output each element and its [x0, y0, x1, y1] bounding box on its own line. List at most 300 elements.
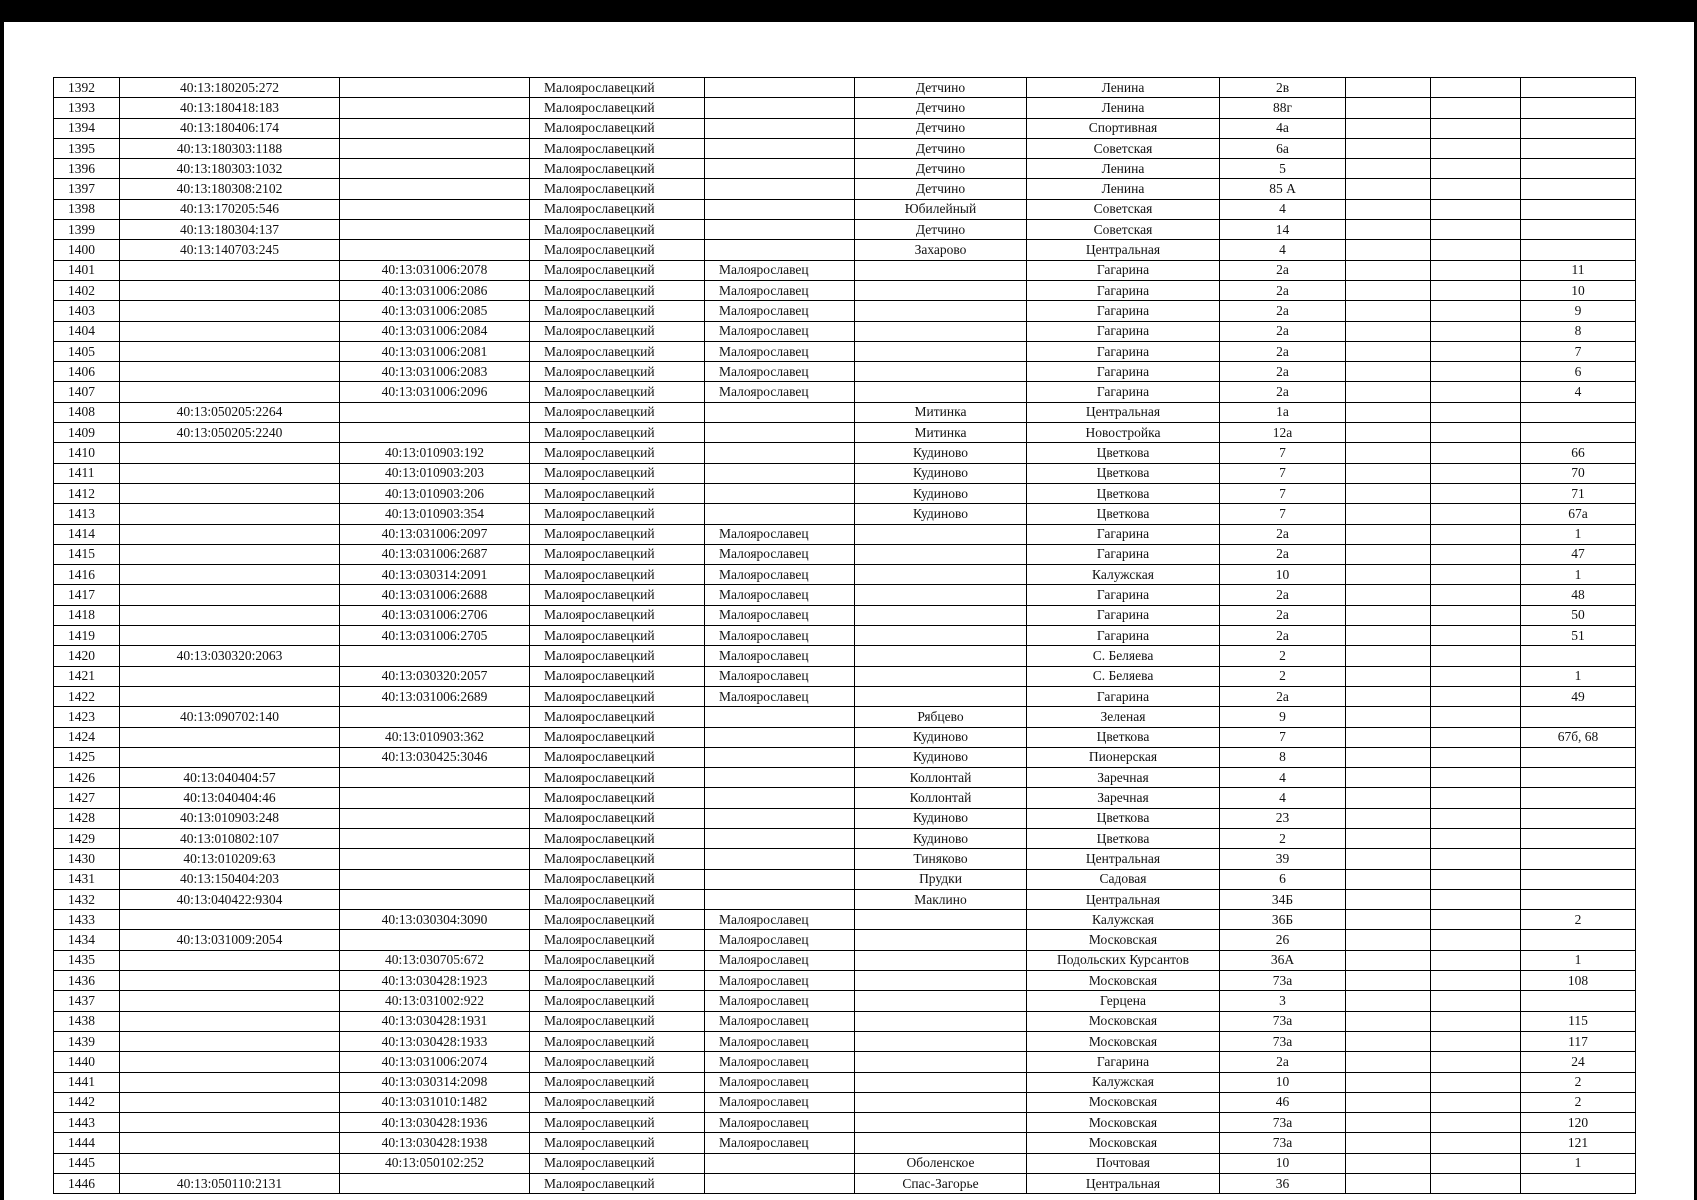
row-number-cell: 1397: [54, 179, 120, 199]
table-row: [54, 362, 1636, 382]
table-row: [54, 98, 1636, 118]
table-row: [54, 869, 1636, 889]
table-row: [54, 240, 1636, 260]
cadastral-number-premises-cell: 40:13:030705:672: [340, 950, 530, 970]
cadastral-number-premises-cell: [340, 646, 530, 666]
city-cell: [705, 240, 855, 260]
street-cell: Цветкова: [1027, 727, 1220, 747]
row-number-cell: 1399: [54, 220, 120, 240]
city-cell: Малоярославец: [705, 260, 855, 280]
city-cell: Малоярославец: [705, 1133, 855, 1153]
district-cell: Малоярославецкий: [530, 646, 705, 666]
table-row: [54, 910, 1636, 930]
cadastral-number-building-cell: 40:13:040422:9304: [120, 889, 340, 909]
city-cell: Малоярославец: [705, 1092, 855, 1112]
apartment-number-cell: 1: [1521, 666, 1636, 686]
house-number-cell: 2а: [1220, 585, 1346, 605]
extra-col-1-cell: [1346, 828, 1431, 848]
apartment-number-cell: 67а: [1521, 504, 1636, 524]
district-cell: Малоярославецкий: [530, 950, 705, 970]
extra-col-2-cell: [1431, 686, 1521, 706]
cadastral-number-premises-cell: 40:13:031006:2688: [340, 585, 530, 605]
settlement-cell: Кудиново: [855, 463, 1027, 483]
district-cell: Малоярославецкий: [530, 280, 705, 300]
settlement-cell: Прудки: [855, 869, 1027, 889]
street-cell: Подольских Курсантов: [1027, 950, 1220, 970]
cadastral-number-premises-cell: [340, 199, 530, 219]
apartment-number-cell: 1: [1521, 524, 1636, 544]
table-row: [54, 605, 1636, 625]
extra-col-1-cell: [1346, 1011, 1431, 1031]
street-cell: Московская: [1027, 971, 1220, 991]
street-cell: Ленина: [1027, 179, 1220, 199]
table-row: [54, 666, 1636, 686]
district-cell: Малоярославецкий: [530, 1011, 705, 1031]
extra-col-1-cell: [1346, 930, 1431, 950]
settlement-cell: [855, 950, 1027, 970]
apartment-number-cell: [1521, 889, 1636, 909]
apartment-number-cell: [1521, 991, 1636, 1011]
cadastral-number-premises-cell: [340, 828, 530, 848]
street-cell: Гагарина: [1027, 362, 1220, 382]
street-cell: Центральная: [1027, 889, 1220, 909]
settlement-cell: [855, 341, 1027, 361]
extra-col-1-cell: [1346, 646, 1431, 666]
street-cell: Гагарина: [1027, 524, 1220, 544]
district-cell: Малоярославецкий: [530, 1031, 705, 1051]
house-number-cell: 6: [1220, 869, 1346, 889]
settlement-cell: Митинка: [855, 423, 1027, 443]
street-cell: Гагарина: [1027, 605, 1220, 625]
table-row: [54, 382, 1636, 402]
street-cell: Гагарина: [1027, 686, 1220, 706]
house-number-cell: 34Б: [1220, 889, 1346, 909]
cadastral-number-building-cell: [120, 382, 340, 402]
cadastral-number-premises-cell: 40:13:030428:1931: [340, 1011, 530, 1031]
house-number-cell: 2в: [1220, 78, 1346, 98]
street-cell: Цветкова: [1027, 483, 1220, 503]
cadastral-number-building-cell: [120, 301, 340, 321]
extra-col-1-cell: [1346, 362, 1431, 382]
apartment-number-cell: [1521, 179, 1636, 199]
apartment-number-cell: 1: [1521, 1153, 1636, 1173]
cadastral-number-premises-cell: 40:13:010903:206: [340, 483, 530, 503]
city-cell: [705, 1174, 855, 1194]
cadastral-number-premises-cell: [340, 78, 530, 98]
house-number-cell: 85 А: [1220, 179, 1346, 199]
house-number-cell: 8: [1220, 747, 1346, 767]
cadastral-number-building-cell: 40:13:050205:2240: [120, 423, 340, 443]
extra-col-2-cell: [1431, 788, 1521, 808]
table-row: [54, 321, 1636, 341]
house-number-cell: 2а: [1220, 626, 1346, 646]
settlement-cell: [855, 646, 1027, 666]
settlement-cell: Детчино: [855, 118, 1027, 138]
extra-col-1-cell: [1346, 869, 1431, 889]
cadastral-number-premises-cell: 40:13:031006:2687: [340, 544, 530, 564]
row-number-cell: 1415: [54, 544, 120, 564]
table-row: [54, 991, 1636, 1011]
cadastral-number-building-cell: 40:13:010903:248: [120, 808, 340, 828]
row-number-cell: 1412: [54, 483, 120, 503]
table-row: [54, 565, 1636, 585]
city-cell: [705, 159, 855, 179]
extra-col-1-cell: [1346, 686, 1431, 706]
extra-col-1-cell: [1346, 463, 1431, 483]
extra-col-2-cell: [1431, 1113, 1521, 1133]
cadastral-number-building-cell: [120, 1153, 340, 1173]
apartment-number-cell: 6: [1521, 362, 1636, 382]
apartment-number-cell: 66: [1521, 443, 1636, 463]
cadastral-number-premises-cell: 40:13:031006:2081: [340, 341, 530, 361]
house-number-cell: 73а: [1220, 1113, 1346, 1133]
table-row: [54, 889, 1636, 909]
district-cell: Малоярославецкий: [530, 98, 705, 118]
street-cell: Зеленая: [1027, 707, 1220, 727]
district-cell: Малоярославецкий: [530, 889, 705, 909]
apartment-number-cell: 1: [1521, 950, 1636, 970]
row-number-cell: 1432: [54, 889, 120, 909]
cadastral-number-building-cell: 40:13:090702:140: [120, 707, 340, 727]
row-number-cell: 1431: [54, 869, 120, 889]
cadastral-number-building-cell: 40:13:180418:183: [120, 98, 340, 118]
settlement-cell: Детчино: [855, 179, 1027, 199]
table-row: [54, 1011, 1636, 1031]
apartment-number-cell: 49: [1521, 686, 1636, 706]
table-row: [54, 686, 1636, 706]
district-cell: Малоярославецкий: [530, 483, 705, 503]
apartment-number-cell: [1521, 159, 1636, 179]
settlement-cell: [855, 605, 1027, 625]
apartment-number-cell: [1521, 747, 1636, 767]
extra-col-1-cell: [1346, 808, 1431, 828]
city-cell: Малоярославец: [705, 1052, 855, 1072]
cadastral-number-building-cell: 40:13:180303:1188: [120, 138, 340, 158]
table-row: [54, 1052, 1636, 1072]
apartment-number-cell: 7: [1521, 341, 1636, 361]
settlement-cell: [855, 585, 1027, 605]
apartment-number-cell: [1521, 849, 1636, 869]
row-number-cell: 1436: [54, 971, 120, 991]
district-cell: Малоярославецкий: [530, 605, 705, 625]
cadastral-number-premises-cell: 40:13:031006:2074: [340, 1052, 530, 1072]
table-row: [54, 808, 1636, 828]
table-row: [54, 544, 1636, 564]
scan-top-border: [0, 0, 1697, 22]
city-cell: Малоярославец: [705, 301, 855, 321]
cadastral-number-premises-cell: [340, 849, 530, 869]
district-cell: Малоярославецкий: [530, 727, 705, 747]
house-number-cell: 2: [1220, 666, 1346, 686]
cadastral-number-premises-cell: [340, 808, 530, 828]
street-cell: Московская: [1027, 1133, 1220, 1153]
house-number-cell: 2а: [1220, 686, 1346, 706]
house-number-cell: 7: [1220, 463, 1346, 483]
district-cell: Малоярославецкий: [530, 828, 705, 848]
street-cell: Цветкова: [1027, 463, 1220, 483]
cadastral-number-building-cell: [120, 1113, 340, 1133]
settlement-cell: Захарово: [855, 240, 1027, 260]
table-row: [54, 179, 1636, 199]
city-cell: Малоярославец: [705, 910, 855, 930]
house-number-cell: 46: [1220, 1092, 1346, 1112]
extra-col-2-cell: [1431, 1133, 1521, 1153]
house-number-cell: 2а: [1220, 362, 1346, 382]
extra-col-2-cell: [1431, 605, 1521, 625]
row-number-cell: 1421: [54, 666, 120, 686]
extra-col-1-cell: [1346, 402, 1431, 422]
apartment-number-cell: [1521, 423, 1636, 443]
apartment-number-cell: 117: [1521, 1031, 1636, 1051]
cadastral-number-building-cell: [120, 1011, 340, 1031]
district-cell: Малоярославецкий: [530, 1133, 705, 1153]
house-number-cell: 23: [1220, 808, 1346, 828]
settlement-cell: [855, 1092, 1027, 1112]
house-number-cell: 10: [1220, 1072, 1346, 1092]
house-number-cell: 4а: [1220, 118, 1346, 138]
cadastral-number-premises-cell: 40:13:030428:1923: [340, 971, 530, 991]
table-row: [54, 220, 1636, 240]
extra-col-1-cell: [1346, 1153, 1431, 1173]
settlement-cell: Кудиново: [855, 727, 1027, 747]
extra-col-1-cell: [1346, 280, 1431, 300]
table-row: [54, 423, 1636, 443]
settlement-cell: [855, 280, 1027, 300]
extra-col-2-cell: [1431, 1011, 1521, 1031]
cadastral-number-building-cell: 40:13:050110:2131: [120, 1174, 340, 1194]
district-cell: Малоярославецкий: [530, 423, 705, 443]
street-cell: Московская: [1027, 1092, 1220, 1112]
settlement-cell: [855, 910, 1027, 930]
row-number-cell: 1414: [54, 524, 120, 544]
extra-col-2-cell: [1431, 260, 1521, 280]
house-number-cell: 2а: [1220, 544, 1346, 564]
house-number-cell: 9: [1220, 707, 1346, 727]
apartment-number-cell: [1521, 138, 1636, 158]
settlement-cell: [855, 1113, 1027, 1133]
extra-col-1-cell: [1346, 585, 1431, 605]
cadastral-number-building-cell: [120, 1031, 340, 1051]
extra-col-2-cell: [1431, 1072, 1521, 1092]
row-number-cell: 1395: [54, 138, 120, 158]
settlement-cell: Тиняково: [855, 849, 1027, 869]
district-cell: Малоярославецкий: [530, 1174, 705, 1194]
apartment-number-cell: 51: [1521, 626, 1636, 646]
extra-col-2-cell: [1431, 483, 1521, 503]
house-number-cell: 4: [1220, 199, 1346, 219]
district-cell: Малоярославецкий: [530, 768, 705, 788]
extra-col-1-cell: [1346, 321, 1431, 341]
street-cell: Ленина: [1027, 159, 1220, 179]
cadastral-number-building-cell: 40:13:180308:2102: [120, 179, 340, 199]
district-cell: Малоярославецкий: [530, 808, 705, 828]
city-cell: Малоярославец: [705, 1113, 855, 1133]
row-number-cell: 1400: [54, 240, 120, 260]
cadastral-number-building-cell: 40:13:150404:203: [120, 869, 340, 889]
street-cell: Заречная: [1027, 768, 1220, 788]
city-cell: Малоярославец: [705, 565, 855, 585]
house-number-cell: 10: [1220, 565, 1346, 585]
extra-col-2-cell: [1431, 971, 1521, 991]
row-number-cell: 1440: [54, 1052, 120, 1072]
house-number-cell: 36Б: [1220, 910, 1346, 930]
city-cell: Малоярославец: [705, 544, 855, 564]
house-number-cell: 7: [1220, 504, 1346, 524]
district-cell: Малоярославецкий: [530, 199, 705, 219]
settlement-cell: [855, 1011, 1027, 1031]
city-cell: [705, 747, 855, 767]
apartment-number-cell: 70: [1521, 463, 1636, 483]
city-cell: [705, 828, 855, 848]
settlement-cell: Кудиново: [855, 443, 1027, 463]
city-cell: [705, 1153, 855, 1173]
cadastral-number-premises-cell: [340, 707, 530, 727]
extra-col-1-cell: [1346, 524, 1431, 544]
row-number-cell: 1437: [54, 991, 120, 1011]
settlement-cell: [855, 666, 1027, 686]
cadastral-number-premises-cell: [340, 1174, 530, 1194]
settlement-cell: Коллонтай: [855, 788, 1027, 808]
street-cell: Советская: [1027, 199, 1220, 219]
city-cell: Малоярославец: [705, 991, 855, 1011]
table-row: [54, 301, 1636, 321]
apartment-number-cell: 67б, 68: [1521, 727, 1636, 747]
extra-col-2-cell: [1431, 159, 1521, 179]
apartment-number-cell: [1521, 930, 1636, 950]
district-cell: Малоярославецкий: [530, 1092, 705, 1112]
cadastral-number-premises-cell: 40:13:031006:2706: [340, 605, 530, 625]
cadastral-number-premises-cell: [340, 220, 530, 240]
row-number-cell: 1401: [54, 260, 120, 280]
house-number-cell: 36: [1220, 1174, 1346, 1194]
cadastral-number-premises-cell: [340, 423, 530, 443]
city-cell: Малоярославец: [705, 585, 855, 605]
settlement-cell: Детчино: [855, 220, 1027, 240]
settlement-cell: Детчино: [855, 98, 1027, 118]
table-row: [54, 828, 1636, 848]
cadastral-number-premises-cell: 40:13:030428:1933: [340, 1031, 530, 1051]
table-row: [54, 159, 1636, 179]
district-cell: Малоярославецкий: [530, 138, 705, 158]
cadastral-number-premises-cell: [340, 930, 530, 950]
extra-col-1-cell: [1346, 118, 1431, 138]
extra-col-1-cell: [1346, 423, 1431, 443]
cadastral-number-building-cell: [120, 727, 340, 747]
apartment-number-cell: [1521, 220, 1636, 240]
city-cell: [705, 808, 855, 828]
extra-col-2-cell: [1431, 98, 1521, 118]
table-row: [54, 1133, 1636, 1153]
cadastral-number-building-cell: 40:13:180205:272: [120, 78, 340, 98]
house-number-cell: 4: [1220, 768, 1346, 788]
city-cell: [705, 118, 855, 138]
district-cell: Малоярославецкий: [530, 220, 705, 240]
row-number-cell: 1394: [54, 118, 120, 138]
street-cell: Гагарина: [1027, 544, 1220, 564]
district-cell: Малоярославецкий: [530, 666, 705, 686]
settlement-cell: Оболенское: [855, 1153, 1027, 1173]
apartment-number-cell: 24: [1521, 1052, 1636, 1072]
row-number-cell: 1444: [54, 1133, 120, 1153]
extra-col-1-cell: [1346, 382, 1431, 402]
extra-col-1-cell: [1346, 504, 1431, 524]
cadastral-number-building-cell: [120, 260, 340, 280]
street-cell: Цветкова: [1027, 504, 1220, 524]
cadastral-number-premises-cell: [340, 159, 530, 179]
street-cell: Почтовая: [1027, 1153, 1220, 1173]
row-number-cell: 1423: [54, 707, 120, 727]
cadastral-number-building-cell: [120, 280, 340, 300]
cadastral-number-premises-cell: 40:13:031006:2086: [340, 280, 530, 300]
extra-col-2-cell: [1431, 747, 1521, 767]
row-number-cell: 1413: [54, 504, 120, 524]
cadastral-number-building-cell: [120, 321, 340, 341]
table-row: [54, 971, 1636, 991]
extra-col-2-cell: [1431, 463, 1521, 483]
settlement-cell: [855, 626, 1027, 646]
street-cell: Советская: [1027, 138, 1220, 158]
extra-col-2-cell: [1431, 1031, 1521, 1051]
street-cell: Ленина: [1027, 78, 1220, 98]
district-cell: Малоярославецкий: [530, 463, 705, 483]
house-number-cell: 2а: [1220, 524, 1346, 544]
cadastral-number-building-cell: 40:13:040404:46: [120, 788, 340, 808]
row-number-cell: 1408: [54, 402, 120, 422]
extra-col-1-cell: [1346, 1113, 1431, 1133]
cadastral-number-premises-cell: 40:13:031010:1482: [340, 1092, 530, 1112]
apartment-number-cell: 71: [1521, 483, 1636, 503]
table-row: [54, 727, 1636, 747]
apartment-number-cell: [1521, 118, 1636, 138]
scan-left-border: [0, 22, 4, 1200]
apartment-number-cell: 121: [1521, 1133, 1636, 1153]
street-cell: Калужская: [1027, 910, 1220, 930]
cadastral-number-building-cell: 40:13:010209:63: [120, 849, 340, 869]
city-cell: Малоярославец: [705, 524, 855, 544]
cadastral-number-premises-cell: 40:13:031006:2689: [340, 686, 530, 706]
city-cell: Малоярославец: [705, 971, 855, 991]
apartment-number-cell: [1521, 768, 1636, 788]
extra-col-2-cell: [1431, 1153, 1521, 1173]
settlement-cell: Кудиново: [855, 747, 1027, 767]
cadastral-number-premises-cell: 40:13:010903:362: [340, 727, 530, 747]
extra-col-1-cell: [1346, 1031, 1431, 1051]
extra-col-1-cell: [1346, 910, 1431, 930]
table-row: [54, 118, 1636, 138]
table-row: [54, 1031, 1636, 1051]
apartment-number-cell: 50: [1521, 605, 1636, 625]
house-number-cell: 2а: [1220, 605, 1346, 625]
city-cell: Малоярославец: [705, 1072, 855, 1092]
district-cell: Малоярославецкий: [530, 544, 705, 564]
settlement-cell: [855, 544, 1027, 564]
row-number-cell: 1420: [54, 646, 120, 666]
house-number-cell: 3: [1220, 991, 1346, 1011]
cadastral-number-building-cell: 40:13:030320:2063: [120, 646, 340, 666]
extra-col-1-cell: [1346, 483, 1431, 503]
extra-col-1-cell: [1346, 98, 1431, 118]
city-cell: Малоярославец: [705, 605, 855, 625]
cadastral-number-building-cell: 40:13:180406:174: [120, 118, 340, 138]
extra-col-2-cell: [1431, 828, 1521, 848]
cadastral-number-premises-cell: 40:13:031006:2096: [340, 382, 530, 402]
extra-col-1-cell: [1346, 1133, 1431, 1153]
cadastral-number-premises-cell: 40:13:010903:203: [340, 463, 530, 483]
city-cell: [705, 402, 855, 422]
city-cell: Малоярославец: [705, 280, 855, 300]
extra-col-1-cell: [1346, 889, 1431, 909]
district-cell: Малоярославецкий: [530, 1153, 705, 1173]
